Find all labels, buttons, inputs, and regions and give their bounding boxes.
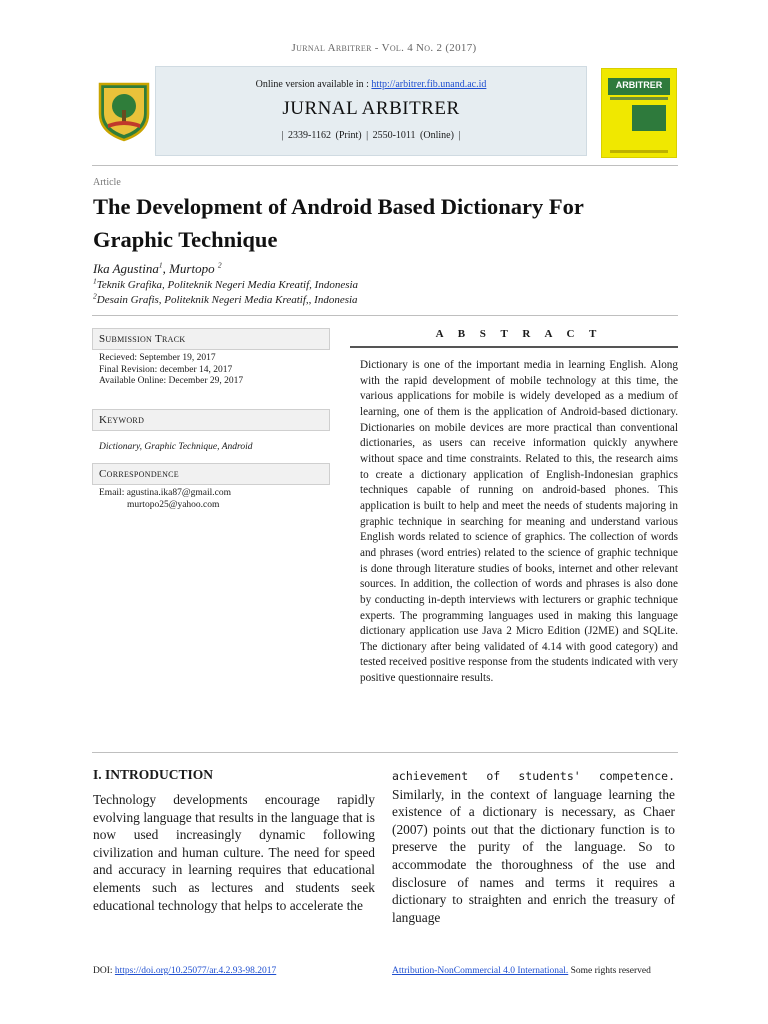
keyword-heading: Keyword <box>92 409 330 431</box>
footer-license <box>392 966 651 976</box>
abstract-rule <box>350 346 678 348</box>
cover-image-box <box>632 105 666 131</box>
header-divider <box>92 165 678 166</box>
affiliation-2-text: Desain Grafis, Politeknik Negeri Media Kreatif,, Indonesia <box>96 294 358 306</box>
doi-link[interactable]: https://doi.org/10.25077/ar.4.2.93-98.2017 <box>114 966 277 976</box>
author-1: Ika Agustina <box>93 261 159 276</box>
abstract-body: Dictionary is one of the important media in learning English. Along with the rapid development of mobile technology at this time, the various applications for mobile is widely developed as a medium of learning, one of them is the application of Android-based dictionary. Dictionaries on mobile devices are more practical than conventional dictionaries, as users can receive information quickly anywhere without space and time constraints. Related to this, the research aims to create a dictionary application of English-Indonesian graphics techniques capable of running on android-based phones. This application is built to help and meet the needs of students majoring in graphic technique in searching for meaning and understand various English words related to science of graphics. The collection of words and phrases (word entries) related to the science of graphic technique is done through literature studies of books, internet and other relevant sources. In addition, the collection of words and phrases is also done by conducting in-depth interviews with lecturers or graphic technique experts. The programming languages used in making this language dictionary application use Java 2 Micro Edition (J2ME) and SQLite. The dictionary after being validated of 4.14 with good category) and tested received positive response from the students indicated with very positive questionnaire results. <box>360 359 678 685</box>
article-title-line-1: The Development of Android Based Dictionary For <box>93 194 584 219</box>
introduction-right-rest: Similarly, in the context of language learning the existence of a dictionary is necessary, as Chaer (2007) points out that the dictionary function is to preserve the purity of the language. So to accommodate the thoroughness of the use and disclosure of names and terms it requires a dictionary to straighten and enrich the treasury of language <box>392 786 675 925</box>
footer-doi <box>93 966 276 976</box>
correspondence-heading: Correspondence <box>92 463 330 485</box>
introduction-heading: I. INTRODUCTION <box>93 767 214 782</box>
cover-subtitle-bar <box>610 97 668 100</box>
available-online-date: Available Online: December 29, 2017 <box>99 376 244 386</box>
university-logo-icon <box>94 80 154 142</box>
abstract-heading: A B S T R A C T <box>435 328 603 340</box>
author-2-affil-mark: 2 <box>217 260 222 270</box>
final-revision-date: Final Revision: december 14, 2017 <box>99 364 233 375</box>
correspondence-email-2: murtopo25@yahoo.com <box>127 499 220 510</box>
introduction-left-column: Technology developments encourage rapidly evolving language that results in the language that is now used increasingly dynamic following civilization and human culture. The need for speed and accuracy in learning requires that educational elements such as lectures and students seek educational technology that helps to accelerate the <box>93 792 375 913</box>
running-head: Jurnal Arbitrer - Vol. 4 No. 2 (2017) <box>291 42 477 54</box>
author-list <box>93 261 222 277</box>
rights-text: Some rights reserved <box>568 966 651 976</box>
correspondence-info <box>99 488 231 511</box>
article-title <box>93 190 683 256</box>
affiliation-2-mark: 2 <box>93 291 97 301</box>
doi-prefix: DOI: <box>93 966 115 976</box>
affiliation-divider <box>92 315 678 316</box>
submission-track-info <box>99 353 243 388</box>
submission-track-heading: Submission Track <box>92 328 330 350</box>
issn-line: | 2339-1162 (Print) | 2550-1011 (Online) | <box>281 130 461 141</box>
journal-name: JURNAL ARBITRER <box>282 98 460 119</box>
correspondence-email-1: Email: agustina.ika87@gmail.com <box>99 488 231 498</box>
keyword-list: Dictionary, Graphic Technique, Android <box>99 442 253 452</box>
online-prefix: Online version available in : <box>255 79 372 90</box>
article-type-label: Article <box>93 177 121 188</box>
journal-cover-thumbnail <box>601 68 677 158</box>
introduction-right-first-line: achievement of students' competence. <box>392 769 675 783</box>
affiliation-1-text: Teknik Grafika, Politeknik Negeri Media Kreatif, Indonesia <box>96 279 359 291</box>
license-link[interactable]: Attribution-NonCommercial 4.0 International. <box>392 966 569 976</box>
received-date: Recieved: September 19, 2017 <box>99 353 216 363</box>
cover-footer-bar <box>610 150 668 153</box>
introduction-right-column <box>392 767 675 926</box>
author-1-affil-mark: 1 <box>158 260 163 270</box>
affiliation-2 <box>93 291 358 306</box>
affiliation-1 <box>93 276 359 291</box>
affiliation-1-mark: 1 <box>93 276 97 286</box>
author-separator: , Murtopo <box>162 261 218 276</box>
abstract-bottom-divider <box>92 752 678 753</box>
article-title-line-2: Graphic Technique <box>93 227 278 252</box>
online-version-line <box>155 79 587 90</box>
cover-title: ARBITRER <box>615 80 663 90</box>
journal-url-link[interactable]: http://arbitrer.fib.unand.ac.id <box>371 79 487 90</box>
